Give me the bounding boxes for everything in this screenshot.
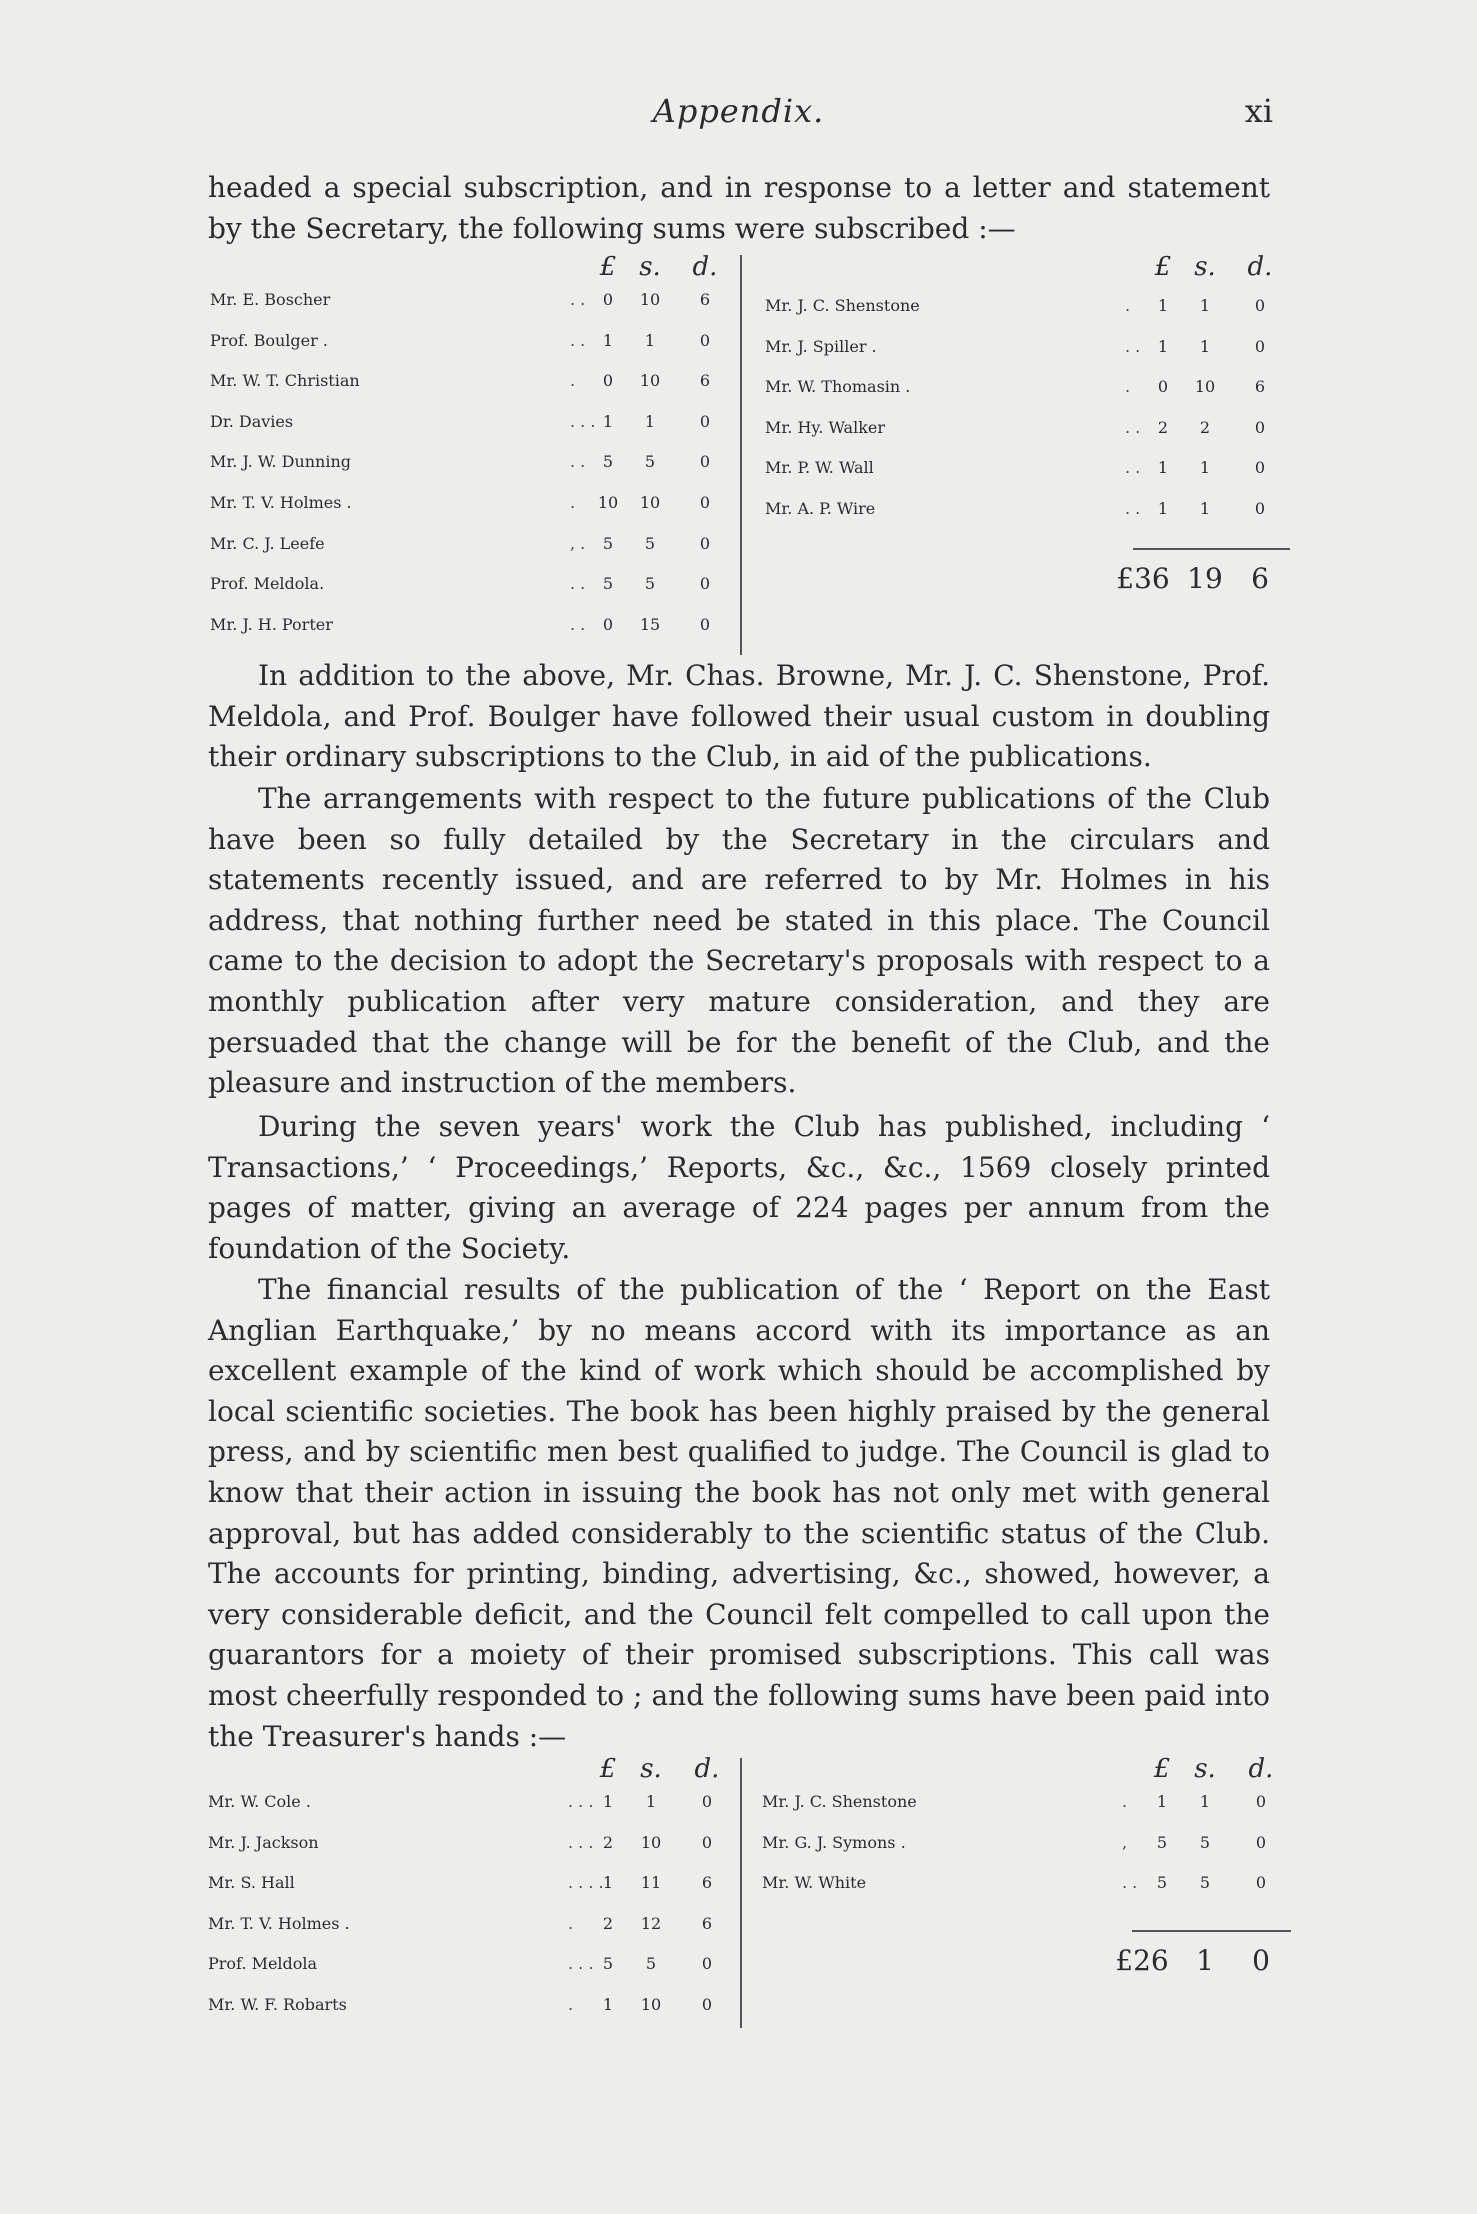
amount-pounds: 1: [602, 1995, 614, 2014]
amount-shillings: 1: [1199, 336, 1211, 356]
amount-pence: 0: [699, 533, 711, 553]
table-row: [762, 1873, 1272, 1913]
amount-shillings: 1: [1199, 296, 1211, 315]
amount-pounds: 2: [602, 1913, 614, 1933]
table-row: [765, 296, 1275, 336]
amount-pounds: 5: [602, 1954, 614, 1974]
amount-pounds: 1: [1157, 458, 1169, 478]
column-head-shillings: s.: [640, 1754, 662, 1784]
leader-dots: .: [1122, 1792, 1128, 1811]
amount-pence: 0: [1254, 417, 1266, 437]
leader-dots: . .: [1125, 336, 1141, 356]
running-head: Appendix.: [652, 92, 825, 130]
amount-shillings: 10: [639, 371, 661, 391]
subscriber-name: Mr. W. F. Robarts: [208, 1995, 347, 2014]
amount-pence: 6: [701, 1873, 713, 1893]
amount-pounds: 0: [602, 614, 614, 634]
leader-dots: . .: [1122, 1873, 1138, 1893]
leader-dots: . .: [570, 574, 586, 594]
subscriber-name: Mr. J. W. Dunning: [210, 452, 352, 472]
table-row: [210, 615, 720, 655]
total-shillings: 1: [1196, 1944, 1214, 1977]
subscriber-name: Prof. Meldola: [208, 1954, 318, 1974]
table-row: [762, 1833, 1272, 1873]
amount-shillings: 1: [645, 1792, 657, 1811]
subscriber-name: Mr. Hy. Walker: [765, 417, 886, 437]
amount-pence: 0: [699, 330, 711, 350]
leader-dots: . . .: [568, 1832, 594, 1852]
subscriber-name: Prof. Meldola.: [210, 574, 325, 594]
amount-shillings: 1: [1199, 1792, 1211, 1811]
leader-dots: . .: [1125, 417, 1141, 437]
leader-dots: . . .: [568, 1954, 594, 1974]
amount-pounds: 5: [1156, 1832, 1168, 1852]
amount-pence: 0: [699, 574, 711, 594]
table-row: [210, 534, 720, 574]
amount-pounds: 1: [1157, 499, 1169, 518]
amount-shillings: 15: [639, 614, 661, 634]
amount-shillings: 1: [644, 330, 656, 350]
column-head-shillings: s.: [1194, 252, 1216, 282]
amount-pence: 0: [1254, 336, 1266, 356]
amount-shillings: 5: [644, 452, 656, 472]
amount-shillings: 5: [1199, 1832, 1211, 1852]
subscriber-name: Mr. A. P. Wire: [765, 499, 876, 518]
amount-pence: 0: [701, 1792, 713, 1811]
amount-shillings: 1: [644, 411, 656, 431]
table-row: [765, 418, 1275, 458]
subscriber-name: Mr. W. White: [762, 1873, 867, 1893]
table-total: [762, 1944, 1272, 1984]
total-pounds: £36: [1116, 562, 1170, 595]
amount-shillings: 10: [640, 1832, 662, 1852]
paragraph-doubling: In addition to the above, Mr. Chas. Browne, Mr. J. C. Shenstone, Prof. Meldola, and Prof. Boulger have followed their usual custom in doubling their ordinary subscriptions to the Club, in aid of the publications.: [208, 659, 1270, 774]
amount-shillings: 1: [1199, 458, 1211, 478]
amount-shillings: 10: [640, 1995, 662, 2014]
amount-pence: 0: [701, 1832, 713, 1852]
paragraph-seven-years: During the seven years' work the Club has published, including ‘ Transactions,’ ‘ Proceedings,’ Reports, &c., &c., 1569 closely printed pages of matter, giving an average of 224 pages per annum from the foundation of the Society.: [208, 1110, 1270, 1265]
amount-pence: 6: [1254, 377, 1266, 397]
leader-dots: .: [1125, 296, 1131, 315]
subscriber-name: Mr. J. Jackson: [208, 1832, 319, 1852]
total-rule: [1133, 548, 1290, 550]
amount-shillings: 5: [644, 533, 656, 553]
subscriber-name: Mr. J. Spiller .: [765, 336, 877, 356]
table-row: [765, 499, 1275, 539]
column-head-pounds: £: [1153, 1754, 1171, 1784]
amount-pence: 0: [1254, 296, 1266, 315]
leader-dots: .: [570, 493, 576, 512]
amount-pounds: 1: [1156, 1792, 1168, 1811]
amount-shillings: 11: [640, 1873, 662, 1893]
table-row: [210, 290, 720, 330]
amount-pence: 0: [1255, 1792, 1267, 1811]
amount-pence: 0: [701, 1954, 713, 1974]
leader-dots: .: [1125, 377, 1131, 397]
amount-pence: 0: [699, 411, 711, 431]
total-rule: [1132, 1930, 1291, 1932]
amount-pence: 6: [701, 1913, 713, 1933]
table-row: [208, 1792, 718, 1832]
subscriber-name: Mr. S. Hall: [208, 1873, 295, 1893]
subscriber-name: Mr. W. Thomasin .: [765, 377, 911, 397]
table-row: [210, 331, 720, 371]
paragraph-arrangements: The arrangements with respect to the future publications of the Club have been so fully detailed by the Secretary in the circulars and statements recently issued, and are referred to by Mr. Holmes in his address, that nothing further need be stated in this place. The Council came to the decision to adopt the Secretary's proposals with respect to a monthly publication after very mature consideration, and they are persuaded that the change will be for the benefit of the Club, and the pleasure and instruction of the members.: [208, 782, 1270, 1100]
column-head-pounds: £: [599, 1754, 617, 1784]
column-head-shillings: s.: [639, 252, 661, 282]
amount-pounds: 2: [1157, 417, 1169, 437]
subscriber-name: Mr. J. H. Porter: [210, 614, 333, 634]
table-row: [208, 1954, 718, 1994]
amount-pounds: 5: [1156, 1873, 1168, 1893]
total-pounds: £26: [1115, 1944, 1169, 1977]
amount-pounds: 0: [1157, 377, 1169, 397]
amount-pounds: 5: [602, 533, 614, 553]
subscriber-name: Mr. T. V. Holmes .: [208, 1913, 350, 1933]
amount-pounds: 1: [1157, 336, 1169, 356]
amount-pounds: 1: [602, 411, 614, 431]
amount-shillings: 2: [1199, 417, 1211, 437]
amount-pounds: 5: [602, 574, 614, 594]
table-row: [210, 452, 720, 492]
amount-pence: 0: [1255, 1832, 1267, 1852]
column-head-pounds: £: [1154, 252, 1172, 282]
amount-shillings: 10: [639, 290, 661, 309]
subscriber-name: Dr. Davies: [210, 411, 294, 431]
column-head-pence: d.: [694, 1754, 720, 1784]
subscriber-name: Mr. T. V. Holmes .: [210, 493, 352, 512]
total-pence: 6: [1251, 562, 1269, 595]
column-head-pence: d.: [1247, 252, 1273, 282]
leader-dots: .: [570, 371, 576, 391]
subscriber-name: Mr. W. T. Christian: [210, 371, 360, 391]
subscriber-name: Mr. J. C. Shenstone: [762, 1792, 917, 1811]
table-row: [765, 337, 1275, 377]
leader-dots: . .: [570, 330, 586, 350]
amount-pence: 6: [699, 290, 711, 309]
amount-pounds: 1: [1157, 296, 1169, 315]
column-head-pence: d.: [1248, 1754, 1274, 1784]
leader-dots: . . . .: [568, 1873, 604, 1893]
leader-dots: . . .: [568, 1792, 594, 1811]
amount-shillings: 12: [640, 1913, 662, 1933]
amount-shillings: 5: [644, 574, 656, 594]
table-row: [765, 377, 1275, 417]
amount-pounds: 1: [602, 330, 614, 350]
amount-pence: 0: [1254, 499, 1266, 518]
page-number: xi: [1244, 92, 1273, 130]
table-row: [208, 1873, 718, 1913]
leader-dots: .: [568, 1995, 574, 2014]
subscriber-name: Mr. P. W. Wall: [765, 458, 874, 478]
amount-shillings: 10: [639, 493, 661, 512]
amount-pounds: 2: [602, 1832, 614, 1852]
table-row: [208, 1833, 718, 1873]
subscriber-name: Mr. E. Boscher: [210, 290, 331, 309]
column-head-shillings: s.: [1194, 1754, 1216, 1784]
column-divider: [740, 255, 742, 655]
leader-dots: . . .: [570, 411, 596, 431]
leader-dots: . .: [570, 614, 586, 634]
amount-pounds: 5: [602, 452, 614, 472]
table-row: [762, 1792, 1272, 1832]
amount-pence: 0: [701, 1995, 713, 2014]
table-total: [765, 562, 1275, 602]
intro-paragraph: headed a special subscription, and in response to a letter and statement by the Secretary, the following sums were subscribed :—: [208, 171, 1270, 245]
subscriber-name: Prof. Boulger .: [210, 330, 328, 350]
amount-pounds: 0: [602, 371, 614, 391]
amount-shillings: 10: [1194, 377, 1216, 397]
amount-shillings: 1: [1199, 499, 1211, 518]
leader-dots: .: [568, 1913, 574, 1933]
paragraph-financial-results: The financial results of the publication of the ‘ Report on the East Anglian Earthquake,’ by no means accord with its importance as an excellent example of the kind of work which should be accomplished by local scientific societies. The book has been highly praised by the general press, and by scientific men best qualified to judge. The Council is glad to know that their action in issuing the book has not only met with general approval, but has added considerably to the scientific status of the Club. The accounts for printing, binding, advertising, &c., showed, however, a very considerable deficit, and the Council felt compelled to call upon the guarantors for a moiety of their promised subscriptions. This call was most cheerfully responded to ; and the following sums have been paid into the Treasurer's hands :—: [208, 1273, 1270, 1753]
amount-pence: 0: [699, 614, 711, 634]
amount-pounds: 10: [597, 493, 619, 512]
table-row: [210, 574, 720, 614]
subscriber-name: Mr. J. C. Shenstone: [765, 296, 920, 315]
column-divider: [740, 1758, 742, 2028]
table-row: [210, 493, 720, 533]
subscriber-name: Mr. W. Cole .: [208, 1792, 311, 1811]
amount-shillings: 5: [645, 1954, 657, 1974]
amount-pounds: 0: [602, 290, 614, 309]
leader-dots: . .: [1125, 458, 1141, 478]
table-row: [208, 1914, 718, 1954]
amount-pence: 6: [699, 371, 711, 391]
leader-dots: . .: [1125, 499, 1141, 518]
amount-shillings: 5: [1199, 1873, 1211, 1893]
total-shillings: 19: [1187, 562, 1223, 595]
amount-pounds: 1: [602, 1873, 614, 1893]
leader-dots: . .: [570, 290, 586, 309]
leader-dots: . .: [570, 452, 586, 472]
total-pence: 0: [1252, 1944, 1270, 1977]
amount-pence: 0: [699, 493, 711, 512]
column-head-pounds: £: [599, 252, 617, 282]
table-row: [765, 458, 1275, 498]
table-row: [208, 1995, 718, 2035]
amount-pounds: 1: [602, 1792, 614, 1811]
amount-pence: 0: [1254, 458, 1266, 478]
amount-pence: 0: [1255, 1873, 1267, 1893]
leader-dots: ,: [1122, 1832, 1128, 1852]
table-row: [210, 371, 720, 411]
subscriber-name: Mr. G. J. Symons .: [762, 1832, 906, 1852]
amount-pence: 0: [699, 452, 711, 472]
column-head-pence: d.: [692, 252, 718, 282]
leader-dots: , .: [570, 533, 586, 553]
table-row: [210, 412, 720, 452]
subscriber-name: Mr. C. J. Leefe: [210, 533, 325, 553]
